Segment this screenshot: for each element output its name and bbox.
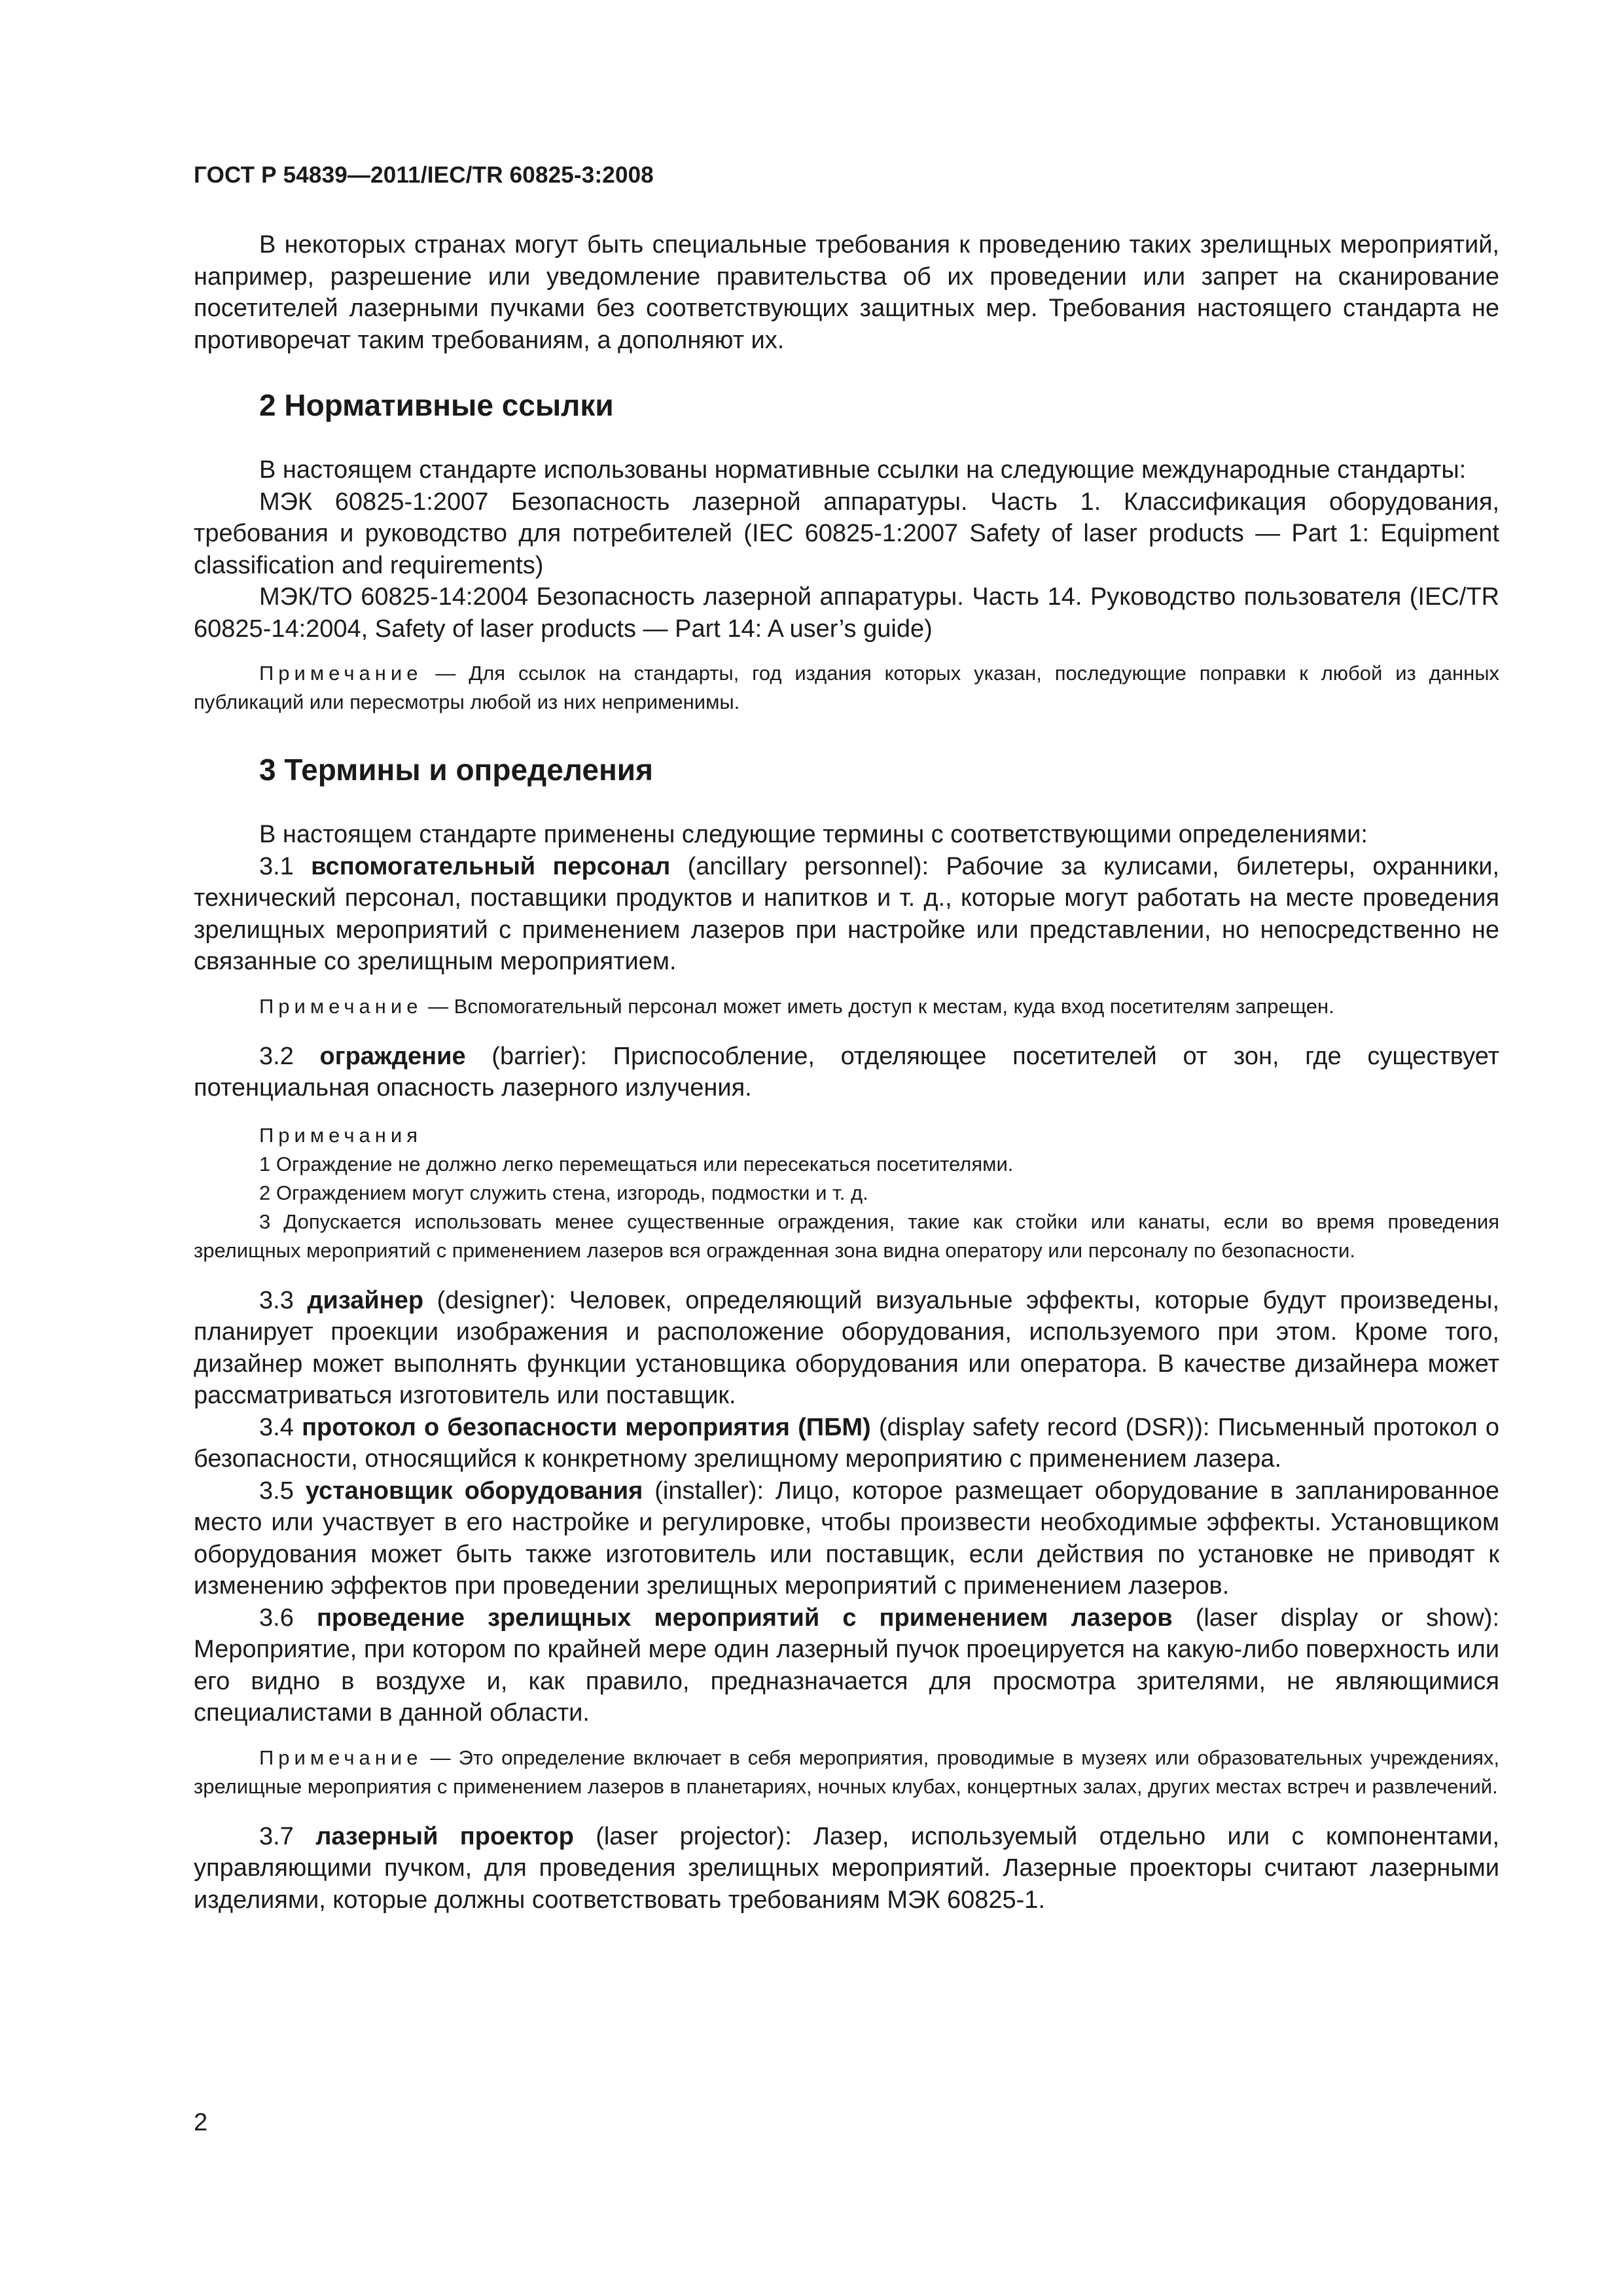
term-title: протокол о безопасности мероприятия (ПБМ) — [302, 1413, 871, 1441]
term-number: 3.2 — [259, 1042, 294, 1070]
term-definition: (laser display or show): Мероприятие, при котором по крайней мере один лазерный пучок проецируется на какую-либо поверхность или его видно в воздухе и, как правило, предназначается для просмотра зрителями, не являющимися специалистами в данной области. — [194, 1604, 1500, 1727]
document-header: ГОСТ Р 54839—2011/IEC/TR 60825-3:2008 — [194, 162, 654, 188]
term-title: ограждение — [319, 1042, 466, 1070]
section-3-heading: 3 Термины и определения — [259, 753, 653, 787]
term-3-1 — [194, 851, 1499, 978]
term-title: лазерный проектор — [315, 1822, 574, 1850]
term-definition: (designer): Человек, определяющий визуальные эффекты, которые будут произведены, планирует проекции изображения и расположение оборудования, используемого при этом. Кроме того, дизайнер может выполнять функции установщика оборудования или оператора. В качестве дизайнера может рассматриваться изготовитель или поставщик. — [194, 1286, 1500, 1409]
term-definition: (laser projector): Лазер, используемый отдельно или с компонентами, управляющими пучком, для проведения зрелищных мероприятий. Лазерные проекторы считают лазерными изделиями, которые должны соответствовать требованиям МЭК 60825-1. — [194, 1822, 1500, 1914]
term-number: 3.7 — [259, 1822, 294, 1850]
term-3-2-note-2: 2 Ограждением могут служить стена, изгородь, подмостки и т. д. — [259, 1181, 868, 1204]
note-text: — Это определение включает в себя мероприятия, проводимые в музеях или образовательных учреждениях, зрелищные мероприятия с применением лазеров в планетариях, ночных клубах, концертных залах, других местах встреч и развлечений. — [194, 1746, 1499, 1798]
term-definition: (display safety record (DSR)): Письменный протокол о безопасности, относящийся к конкретному зрелищному мероприятию с применением лазера. — [194, 1413, 1499, 1473]
term-3-2-note-3: 3 Допускается использовать менее существенные ограждения, такие как стойки или канаты, если во время проведения зрелищных мероприятий с применением лазеров вся огражденная зона видна оператору или персоналу по безопасности. — [194, 1210, 1499, 1262]
note-text: — Для ссылок на стандарты, год издания которых указан, последующие поправки к любой из данных публикаций или пересмотры любой из них неприменимы. — [194, 662, 1499, 713]
section-2-heading: 2 Нормативные ссылки — [259, 388, 614, 422]
section-2-lead: В настоящем стандарте использованы нормативные ссылки на следующие международные стандарты: — [259, 456, 1467, 484]
term-number: 3.6 — [259, 1604, 294, 1632]
notes-label: Примечания — [259, 1123, 422, 1147]
term-number: 3.4 — [259, 1413, 294, 1441]
note-label: Примечание — [259, 994, 423, 1018]
term-definition: (ancillary personnel): Рабочие за кулисами, билетеры, охранники, технический персонал, поставщики продуктов и напитков и т. д., которые могут работать на месте проведения зрелищных мероприятий с применением лазеров при настройке или представлении, но непосредственно не связанные со зрелищным мероприятием. — [194, 852, 1500, 975]
term-3-6 — [194, 1602, 1499, 1729]
term-definition: (installer): Лицо, которое размещает оборудование в запланированное место или участвует в его настройке и регулировке, чтобы произвести необходимые эффекты. Установщиком оборудования может быть также изготовитель или поставщик, если действия по установке не приводят к изменению эффектов при проведении зрелищных мероприятий с применением лазеров. — [194, 1477, 1500, 1600]
note-label: Примечание — [259, 1746, 423, 1769]
reference-iec-tr-60825-14: МЭК/ТО 60825-14:2004 Безопасность лазерной аппаратуры. Часть 14. Руководство пользователя (IEC/TR 60825-14:2004, Safety of laser products — Part 14: A user’s guide) — [194, 583, 1499, 643]
term-3-7 — [194, 1821, 1499, 1916]
term-3-2-note-1: 1 Ограждение не должно легко перемещаться или пересекаться посетителями. — [259, 1152, 1014, 1175]
term-number: 3.3 — [259, 1286, 294, 1314]
term-3-2-notes-label — [194, 1121, 1499, 1150]
term-3-2 — [194, 1041, 1499, 1104]
term-title: вспомогательный персонал — [311, 852, 671, 880]
term-title: установщик оборудования — [305, 1477, 643, 1505]
reference-iec-60825-1: МЭК 60825-1:2007 Безопасность лазерной аппаратуры. Часть 1. Классификация оборудования, требования и руководство для потребителей (IEC 60825-1:2007 Safety of laser products — Part 1: Equipment classification and requirements) — [194, 488, 1499, 579]
document-body — [194, 229, 1499, 1916]
term-3-1-note — [194, 992, 1499, 1021]
page-number: 2 — [194, 2109, 208, 2136]
term-number: 3.5 — [259, 1477, 294, 1505]
term-3-5 — [194, 1475, 1499, 1602]
intro-paragraph: В некоторых странах могут быть специальные требования к проведению таких зрелищных мероприятий, например, разрешение или уведомление правительства об их проведении или запрет на сканирование посетителей лазерными пучками без соответствующих защитных мер. Требования настоящего стандарта не противоречат таким требованиям, а дополняют их. — [194, 231, 1499, 354]
term-3-4 — [194, 1412, 1499, 1475]
term-title: проведение зрелищных мероприятий с применением лазеров — [316, 1604, 1173, 1632]
section-2-note — [194, 659, 1499, 717]
term-3-6-note — [194, 1744, 1499, 1801]
note-text: — Вспомогательный персонал может иметь доступ к местам, куда вход посетителям запрещен. — [428, 994, 1334, 1018]
term-number: 3.1 — [259, 852, 294, 880]
term-definition: (barrier): Приспособление, отделяющее посетителей от зон, где существует потенциальная опасность лазерного излучения. — [194, 1042, 1500, 1102]
term-title: дизайнер — [307, 1286, 424, 1314]
section-3-lead: В настоящем стандарте применены следующие термины с соответствующими определениями: — [259, 821, 1368, 848]
note-label: Примечание — [259, 662, 423, 685]
term-3-3 — [194, 1285, 1499, 1412]
